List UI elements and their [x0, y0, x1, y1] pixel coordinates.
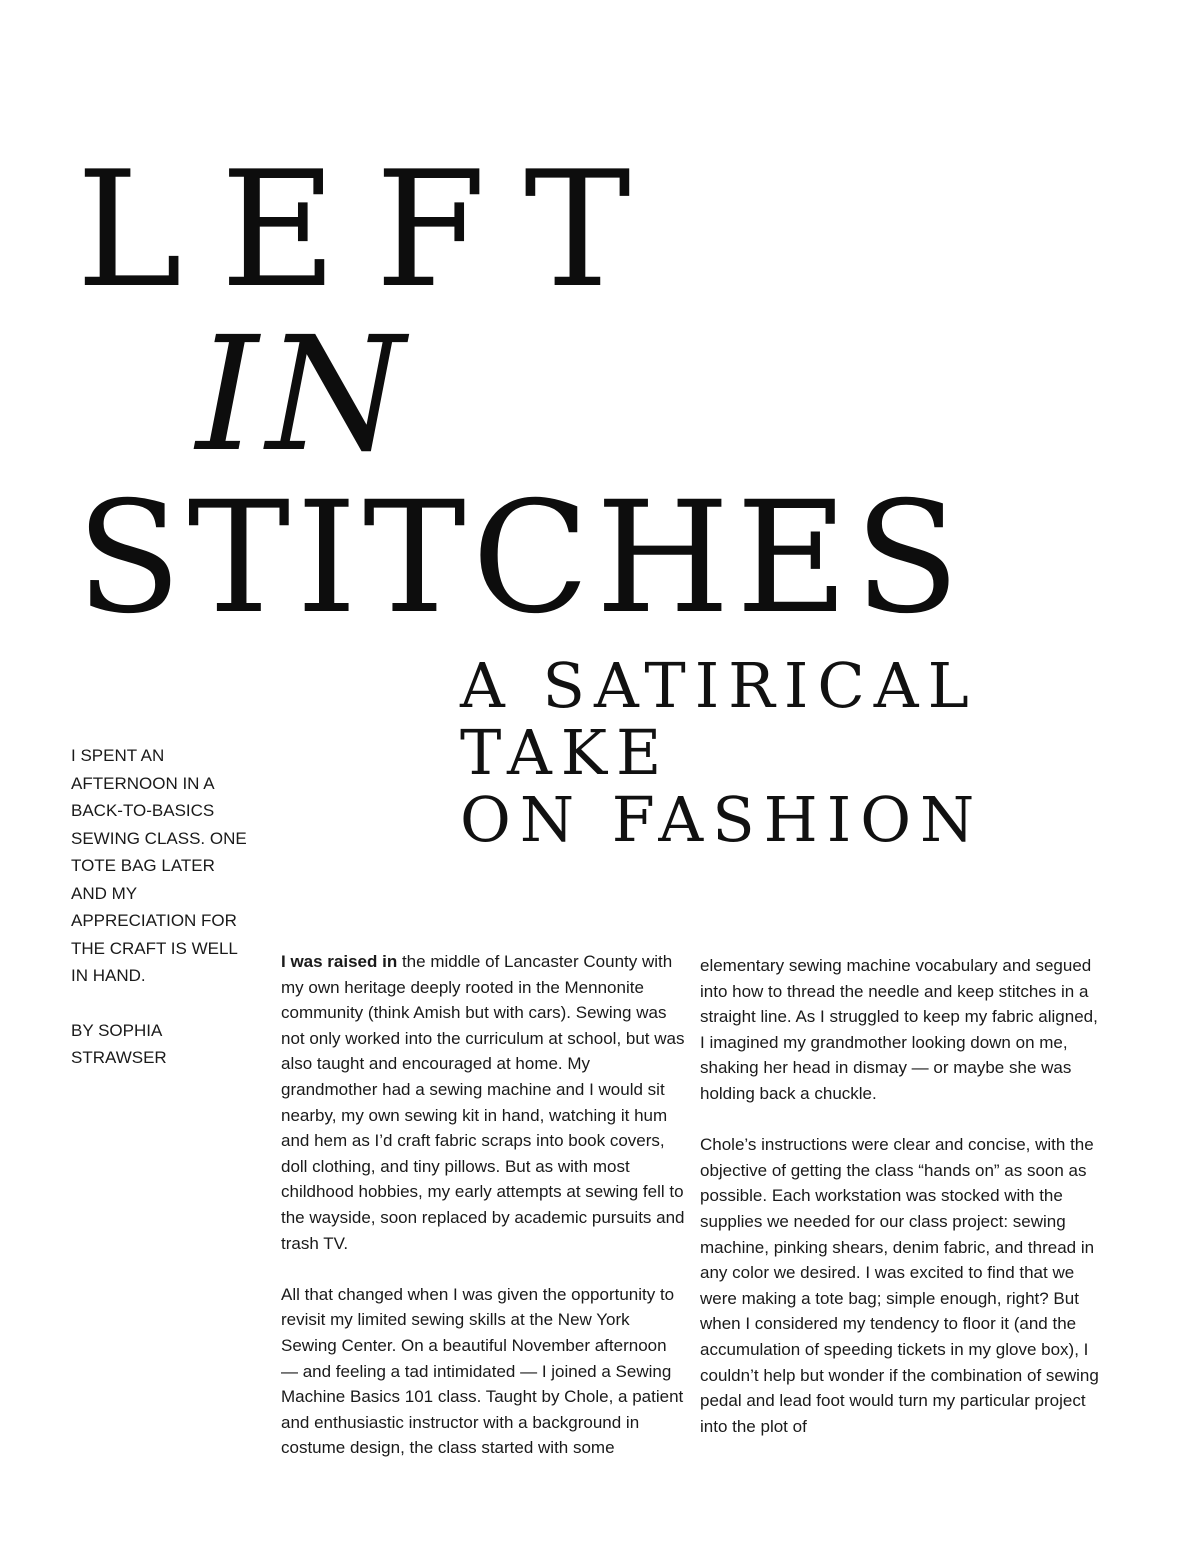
title-line-left: LEFT: [76, 136, 669, 323]
title-line-stitches: STITCHES: [76, 469, 966, 648]
dek-text: I SPENT AN AFTERNOON IN A BACK-TO-BASICS SEWING CLASS. ONE TOTE BAG LATER AND MY APPRECIATION FOR THE CRAFT IS WELL IN HAND.: [71, 746, 247, 985]
article-paragraph-4: Chole’s instructions were clear and concise, with the objective of getting the class “hands on” as soon as possible. Each workstation was stocked with the supplies we needed for our class project: sewing machine, pinking shears, denim fabric, and thread in any color we desired. I was excited to find that we were making a tote bag; simple enough, right? But when I considered my tendency to floor it (and the accumulation of speeding tickets in my glove box), I couldn’t help but wonder if the combination of sewing pedal and lead foot would turn my particular project into the plot of: [700, 1135, 1099, 1436]
article-paragraph-3: elementary sewing machine vocabulary and segued into how to thread the needle and keep stitches in a straight line. As I struggled to keep my fabric aligned, I imagined my grandmother looking down on me, shaking her head in dismay — or maybe she was holding back a chuckle.: [700, 956, 1098, 1103]
subtitle-line-3: ON FASHION: [460, 783, 984, 856]
subtitle-line-1: A SATIRICAL: [460, 649, 978, 722]
article-paragraph-1: [281, 949, 687, 1256]
article-paragraph-2: All that changed when I was given the opportunity to revisit my limited sewing skills at the New York Sewing Center. On a beautiful November afternoon — and feeling a tad intimidated — I joined a Sewing Machine Basics 101 class. Taught by Chole, a patient and enthusiastic instructor with a background in costume design, the class started with some: [281, 1284, 684, 1458]
article-column-2: [700, 953, 1100, 1439]
lead-in: I was raised in: [281, 952, 398, 971]
subtitle-line-2: TAKE: [460, 716, 671, 789]
byline: BY SOPHIA STRAWSER: [71, 1020, 167, 1067]
sidebar-dek: [71, 742, 251, 1072]
article-column-1: [281, 949, 687, 1461]
subtitle: [460, 649, 984, 856]
title-line-in: IN: [196, 303, 413, 487]
paragraph-1-text: the middle of Lancaster County with my own heritage deeply rooted in the Mennonite community (think Amish but with cars). Sewing was not only worked into the curriculum at school, but was also taught and encouraged at home. My grandmother had a sewing machine and I would sit nearby, my own sewing kit in hand, watching it hum and hem as I’d craft fabric scraps into book covers, doll clothing, and tiny pillows. But as with most childhood hobbies, my early attempts at sewing fell to the wayside, soon replaced by academic pursuits and trash TV.: [281, 952, 685, 1253]
